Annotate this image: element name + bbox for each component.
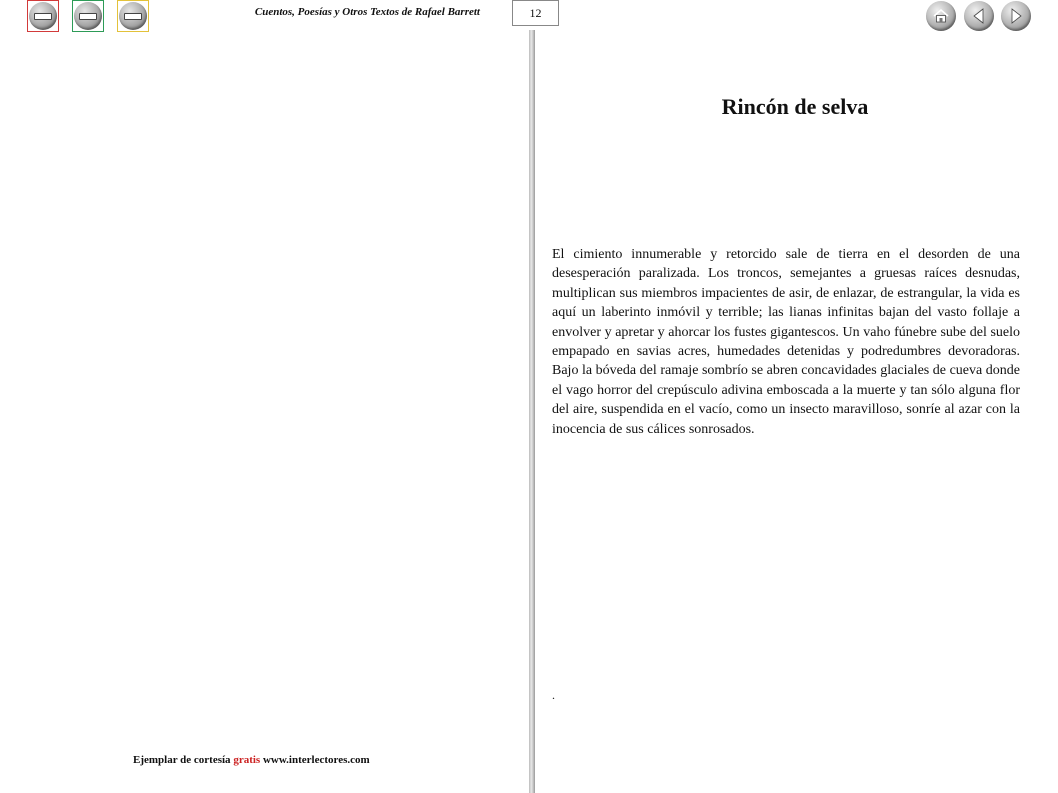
footer-prefix: Ejemplar de cortesía — [133, 754, 231, 766]
footer-gratis: gratis — [233, 754, 261, 766]
footer — [133, 754, 370, 766]
home-icon — [932, 7, 950, 25]
next-page-button[interactable] — [1001, 1, 1031, 31]
trailing-mark: . — [552, 688, 555, 702]
chapter-title: Rincón de selva — [721, 94, 869, 119]
arrow-left-icon — [971, 7, 987, 25]
home-button[interactable] — [926, 1, 956, 31]
page-number: 12 — [512, 0, 559, 26]
body-paragraph: El cimiento innumerable y retorcido sale de tierra en el desorden de una desesperación paralizada. Los troncos, semejantes a gruesas raíces desnudas, multiplican sus miembros impacientes de asir, de enlazar, de estrangular, la vida es aquí un laberinto inmóvil y terrible; las lianas infinitas bajan del vasto follaje a envolver y apretar y ahorcar los fustes gigantescos. Un vaho fúnebre sube del suelo empapado en savias acres, humedades detenidas y podredumbres devoradoras. Bajo la bóveda del ramaje sombrío se abren concavidades glaciales de cueva donde el vago horror del crepúsculo adivina emboscada a la muerte y tan sólo alguna flor del aire, suspendida en el vacío, como un insecto maravilloso, sonríe al azar con la inocencia de sus cálices sonrosados. — [552, 247, 1020, 437]
minus-ball-icon — [74, 2, 102, 30]
footer-url[interactable]: www.interlectores.com — [262, 754, 370, 766]
book-title: Cuentos, Poesías y Otros Textos de Rafael Barrett — [254, 6, 480, 18]
toolbar-button-red[interactable] — [27, 0, 59, 32]
toolbar-button-green[interactable] — [72, 0, 104, 32]
minus-ball-icon — [119, 2, 147, 30]
minus-ball-icon — [29, 2, 57, 30]
page-divider — [529, 30, 535, 793]
arrow-right-icon — [1008, 7, 1024, 25]
toolbar-button-yellow[interactable] — [117, 0, 149, 32]
previous-page-button[interactable] — [964, 1, 994, 31]
